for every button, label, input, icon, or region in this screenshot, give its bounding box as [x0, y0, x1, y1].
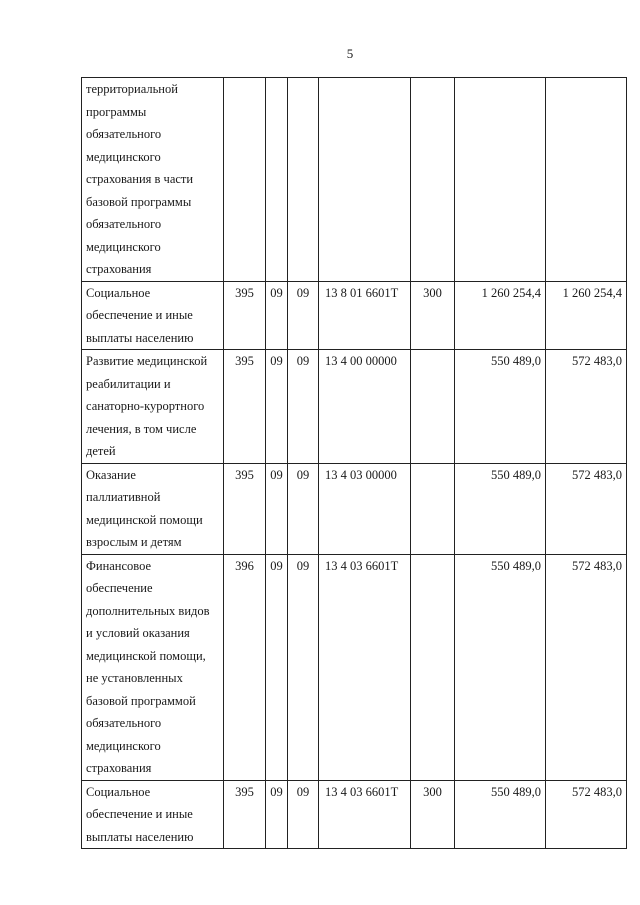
table-row	[82, 78, 627, 282]
item-name-line: программы	[86, 104, 147, 119]
cell-target-article	[319, 78, 411, 282]
cell-target-article: 13 4 03 6601Т	[319, 780, 411, 849]
item-name-line: дополнительных видов	[86, 603, 210, 618]
cell-amount-year2: 572 483,0	[546, 554, 627, 780]
cell-ministry-code: 395	[224, 350, 266, 464]
item-name-line: лечения, в том числе	[86, 421, 197, 436]
cell-subsection-code: 09	[288, 281, 319, 350]
item-name-line: медицинской помощи,	[86, 648, 206, 663]
item-name-line: выплаты населению	[86, 330, 194, 345]
cell-expense-type	[411, 78, 455, 282]
item-name-line: Социальное	[86, 285, 151, 300]
cell-item-name	[82, 463, 224, 554]
item-name-line: санаторно-курортного	[86, 399, 205, 413]
item-name-line: медицинской помощи	[86, 512, 203, 527]
item-name-line: паллиативной	[86, 490, 161, 504]
cell-amount-year2: 572 483,0	[546, 350, 627, 464]
item-name-line: не установленных	[86, 671, 183, 685]
cell-item-name	[82, 554, 224, 780]
cell-subsection-code	[288, 78, 319, 282]
item-name-line: обязательного	[86, 716, 162, 730]
cell-expense-type: 300	[411, 281, 455, 350]
cell-amount-year1: 1 260 254,4	[455, 281, 546, 350]
item-name-line: и условий оказания	[86, 626, 190, 640]
item-name-line: Социальное	[86, 784, 151, 799]
cell-subsection-code: 09	[288, 780, 319, 849]
cell-target-article: 13 4 03 6601Т	[319, 554, 411, 780]
cell-item-name	[82, 350, 224, 464]
item-name-line: реабилитации и	[86, 376, 171, 391]
cell-amount-year1: 550 489,0	[455, 463, 546, 554]
item-name-line: детей	[86, 444, 116, 458]
cell-amount-year1: 550 489,0	[455, 350, 546, 464]
cell-section-code: 09	[266, 350, 288, 464]
table-row	[82, 780, 627, 849]
table-row	[82, 554, 627, 780]
cell-item-name	[82, 281, 224, 350]
cell-subsection-code: 09	[288, 350, 319, 464]
cell-section-code	[266, 78, 288, 282]
item-name-line: страхования в части	[86, 172, 194, 186]
item-name-line: выплаты населению	[86, 829, 194, 844]
cell-amount-year2	[546, 78, 627, 282]
item-name-line: страхования	[86, 761, 152, 775]
item-name-line: территориальной	[86, 82, 178, 96]
cell-target-article: 13 4 00 00000	[319, 350, 411, 464]
item-name-line: медицинского	[86, 239, 161, 254]
cell-ministry-code: 395	[224, 463, 266, 554]
cell-expense-type	[411, 350, 455, 464]
cell-section-code: 09	[266, 780, 288, 849]
cell-expense-type: 300	[411, 780, 455, 849]
item-name-line: обеспечение и иные	[86, 807, 193, 821]
cell-ministry-code: 395	[224, 281, 266, 350]
budget-table	[81, 77, 627, 849]
item-name-line: обеспечение и иные	[86, 308, 193, 322]
item-name-line: базовой программы	[86, 194, 192, 209]
cell-section-code: 09	[266, 463, 288, 554]
cell-section-code: 09	[266, 281, 288, 350]
table-body	[82, 78, 627, 849]
item-name-line: медицинского	[86, 738, 161, 753]
cell-subsection-code: 09	[288, 554, 319, 780]
cell-amount-year2: 572 483,0	[546, 780, 627, 849]
item-name-line: обеспечение	[86, 581, 153, 595]
table-row	[82, 463, 627, 554]
item-name-line: страхования	[86, 262, 152, 276]
cell-amount-year1: 550 489,0	[455, 780, 546, 849]
cell-target-article: 13 4 03 00000	[319, 463, 411, 554]
cell-target-article: 13 8 01 6601Т	[319, 281, 411, 350]
cell-item-name	[82, 78, 224, 282]
cell-expense-type	[411, 463, 455, 554]
table-row	[82, 350, 627, 464]
cell-amount-year1: 550 489,0	[455, 554, 546, 780]
cell-ministry-code: 396	[224, 554, 266, 780]
cell-item-name	[82, 780, 224, 849]
cell-subsection-code: 09	[288, 463, 319, 554]
table-row	[82, 281, 627, 350]
cell-section-code: 09	[266, 554, 288, 780]
item-name-line: базовой программой	[86, 693, 196, 708]
cell-amount-year2: 572 483,0	[546, 463, 627, 554]
cell-amount-year2: 1 260 254,4	[546, 281, 627, 350]
cell-amount-year1	[455, 78, 546, 282]
item-name-line: Оказание	[86, 467, 136, 482]
cell-ministry-code	[224, 78, 266, 282]
item-name-line: обязательного	[86, 217, 162, 231]
item-name-line: Финансовое	[86, 558, 152, 573]
cell-expense-type	[411, 554, 455, 780]
item-name-line: взрослым и детям	[86, 535, 182, 549]
item-name-line: медицинского	[86, 149, 161, 164]
page-number: 5	[346, 46, 354, 61]
item-name-line: Развитие медицинской	[86, 354, 208, 368]
item-name-line: обязательного	[86, 127, 162, 141]
cell-ministry-code: 395	[224, 780, 266, 849]
